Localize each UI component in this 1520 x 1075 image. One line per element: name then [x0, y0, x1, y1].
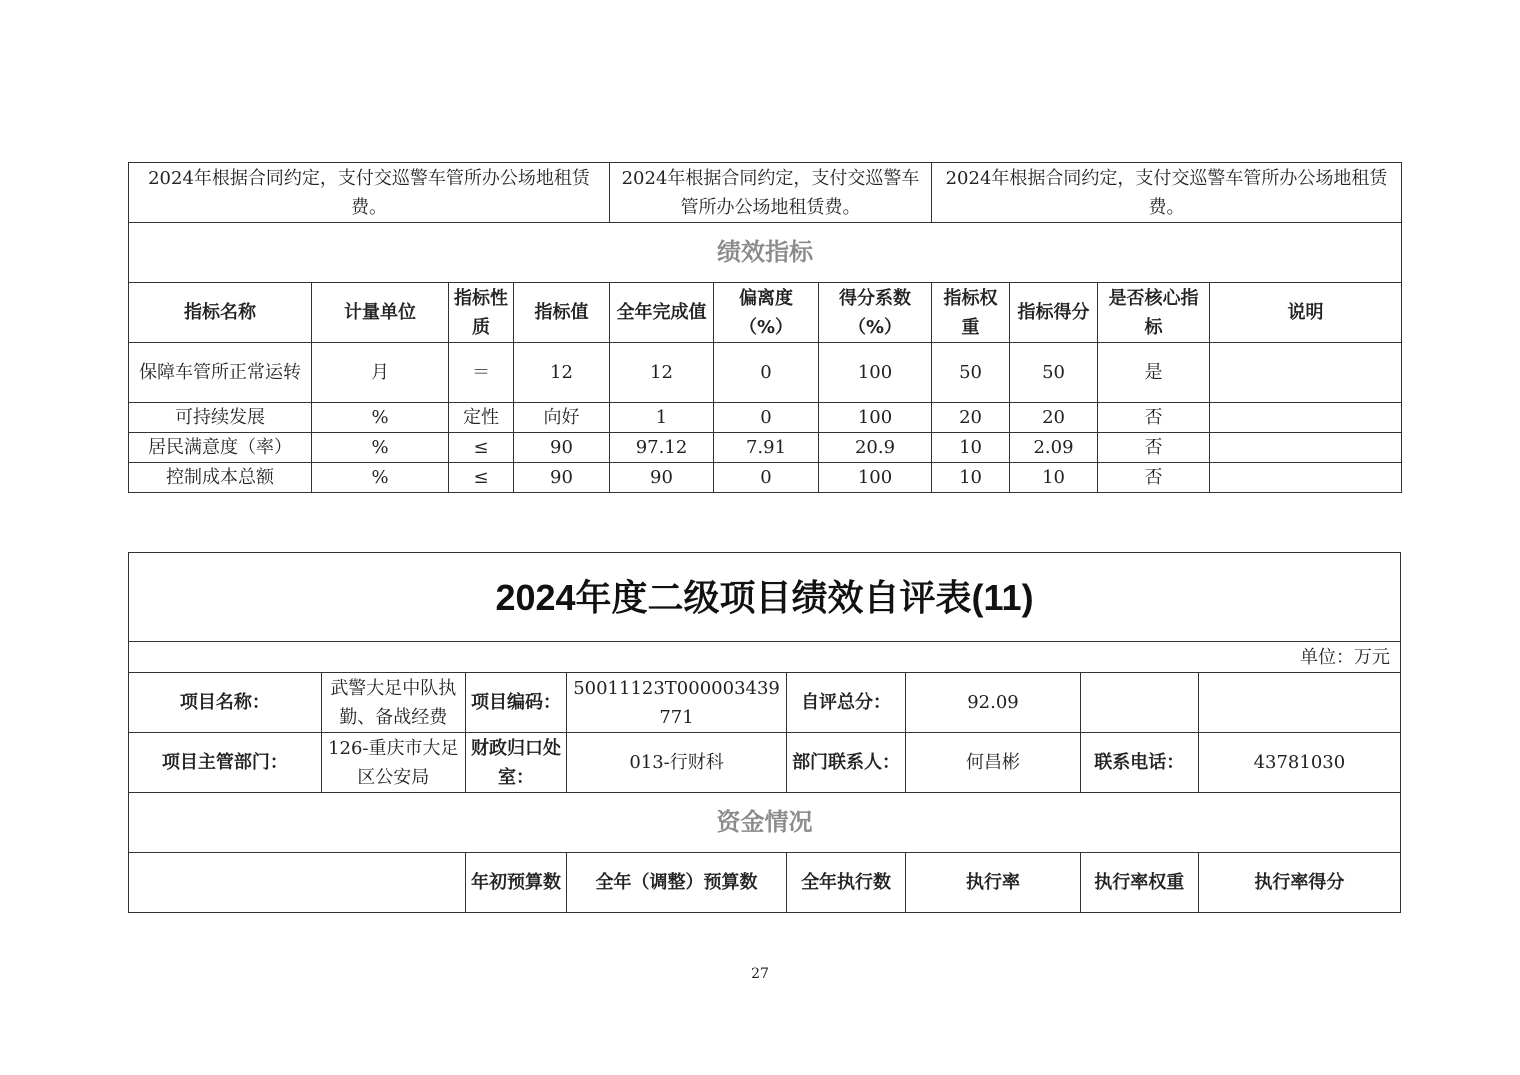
cell: % — [312, 403, 449, 433]
table-row — [129, 403, 1402, 433]
cell: 100 — [819, 403, 932, 433]
header-cell: 执行率 — [906, 853, 1081, 913]
empty-cell — [1080, 673, 1198, 733]
header-cell: 指标得分 — [1010, 283, 1098, 343]
cell — [1210, 433, 1402, 463]
cell: % — [312, 463, 449, 493]
cell: 97.12 — [610, 433, 714, 463]
cell: 向好 — [514, 403, 610, 433]
cell: 否 — [1098, 433, 1210, 463]
cell: 12 — [610, 343, 714, 403]
finance-office-value: 013-行财科 — [567, 733, 787, 793]
performance-indicator-table — [128, 162, 1402, 493]
score-value: 92.09 — [906, 673, 1081, 733]
header-cell: 全年执行数 — [787, 853, 906, 913]
goal-description-1: 2024年根据合同约定，支付交巡警车管所办公场地租赁费。 — [129, 163, 610, 223]
cell: 10 — [932, 433, 1010, 463]
contact-value: 何昌彬 — [906, 733, 1081, 793]
funds-header-row — [129, 853, 1401, 913]
cell: % — [312, 433, 449, 463]
cell: 100 — [819, 343, 932, 403]
table-row — [129, 343, 1402, 403]
cell: 10 — [932, 463, 1010, 493]
cell — [1210, 343, 1402, 403]
header-cell: 指标名称 — [129, 283, 312, 343]
cell: 20 — [1010, 403, 1098, 433]
project-code-label: 项目编码： — [465, 673, 566, 733]
unit-label: 单位：万元 — [129, 642, 1401, 673]
cell — [1210, 463, 1402, 493]
cell — [1210, 403, 1402, 433]
cell: ≤ — [449, 433, 514, 463]
section-title-funds: 资金情况 — [129, 793, 1401, 853]
cell: ＝ — [449, 343, 514, 403]
cell: 否 — [1098, 403, 1210, 433]
contact-label: 部门联系人： — [787, 733, 906, 793]
table-row — [129, 433, 1402, 463]
phone-label: 联系电话： — [1080, 733, 1198, 793]
cell: 7.91 — [714, 433, 819, 463]
finance-office-label: 财政归口处室： — [465, 733, 566, 793]
header-cell: 指标性质 — [449, 283, 514, 343]
cell: 可持续发展 — [129, 403, 312, 433]
cell: 居民满意度（率） — [129, 433, 312, 463]
cell: 0 — [714, 463, 819, 493]
cell: 90 — [610, 463, 714, 493]
cell: 是 — [1098, 343, 1210, 403]
cell: 2.09 — [1010, 433, 1098, 463]
header-cell: 执行率权重 — [1080, 853, 1198, 913]
cell: 20.9 — [819, 433, 932, 463]
section-title-indicators: 绩效指标 — [129, 223, 1402, 283]
indicator-header-row — [129, 283, 1402, 343]
form-title: 2024年度二级项目绩效自评表(11) — [129, 553, 1401, 642]
score-label: 自评总分： — [787, 673, 906, 733]
header-cell: 年初预算数 — [465, 853, 566, 913]
goal-description-3: 2024年根据合同约定，支付交巡警车管所办公场地租赁费。 — [932, 163, 1402, 223]
page-number: 27 — [751, 966, 769, 982]
cell: 90 — [514, 433, 610, 463]
cell: 0 — [714, 403, 819, 433]
header-cell: 全年（调整）预算数 — [567, 853, 787, 913]
project-name-value: 武警大足中队执勤、备战经费 — [321, 673, 465, 733]
goal-description-2: 2024年根据合同约定，支付交巡警车管所办公场地租赁费。 — [610, 163, 932, 223]
cell: 否 — [1098, 463, 1210, 493]
cell: 50 — [932, 343, 1010, 403]
header-cell: 计量单位 — [312, 283, 449, 343]
self-evaluation-form — [128, 552, 1401, 913]
project-code-value: 50011123T000003439771 — [567, 673, 787, 733]
empty-cell — [129, 853, 466, 913]
header-cell: 执行率得分 — [1198, 853, 1400, 913]
cell: ≤ — [449, 463, 514, 493]
header-cell: 偏离度（%） — [714, 283, 819, 343]
cell: 定性 — [449, 403, 514, 433]
header-cell: 说明 — [1210, 283, 1402, 343]
header-cell: 指标权重 — [932, 283, 1010, 343]
cell: 20 — [932, 403, 1010, 433]
header-cell: 指标值 — [514, 283, 610, 343]
cell: 12 — [514, 343, 610, 403]
cell: 10 — [1010, 463, 1098, 493]
cell: 1 — [610, 403, 714, 433]
header-cell: 全年完成值 — [610, 283, 714, 343]
cell: 月 — [312, 343, 449, 403]
cell: 50 — [1010, 343, 1098, 403]
phone-value: 43781030 — [1198, 733, 1400, 793]
header-cell: 是否核心指标 — [1098, 283, 1210, 343]
empty-cell — [1198, 673, 1400, 733]
cell: 控制成本总额 — [129, 463, 312, 493]
cell: 90 — [514, 463, 610, 493]
dept-value: 126-重庆市大足区公安局 — [321, 733, 465, 793]
cell: 0 — [714, 343, 819, 403]
table-row — [129, 463, 1402, 493]
header-cell: 得分系数（%） — [819, 283, 932, 343]
dept-label: 项目主管部门： — [129, 733, 322, 793]
project-name-label: 项目名称： — [129, 673, 322, 733]
cell: 保障车管所正常运转 — [129, 343, 312, 403]
cell: 100 — [819, 463, 932, 493]
